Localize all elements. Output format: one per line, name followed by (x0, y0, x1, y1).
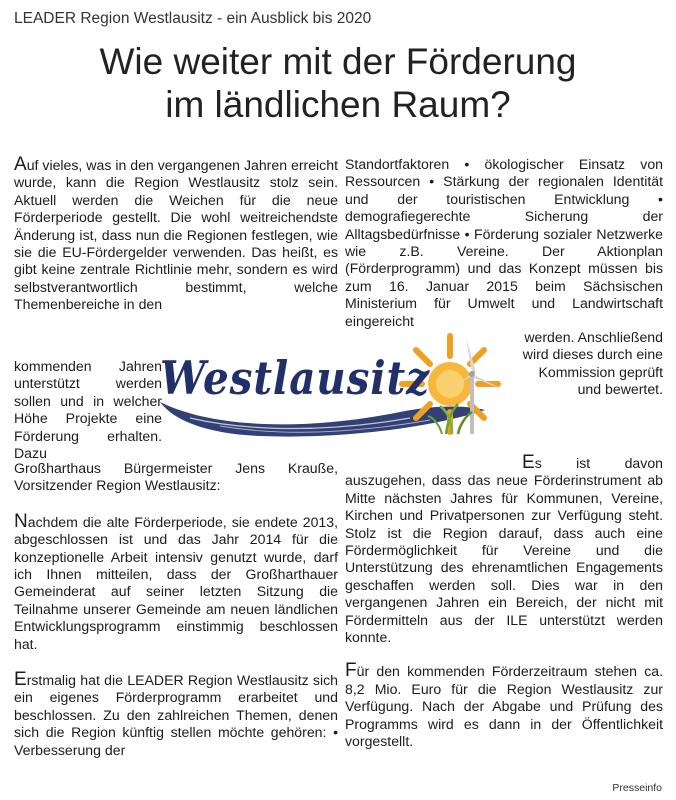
right-column-body (345, 454, 663, 751)
right-column-top (345, 156, 663, 330)
paragraph-3: Erstmalig hat die LEADER Region Westlausitz sich ein eigenes Förderprogramm erarbeitet und beschlossen. Zu den zahlreichen Themen, denen sich die Region künftig stellen möchte gehören: • Verbesserung der (14, 669, 338, 758)
intro-tail-text: Großharthaus Bürgermeister Jens Krauße, Vorsitzender Region Westlausitz: (14, 460, 338, 494)
press-credit: Presseinfo (612, 782, 662, 794)
paragraph-2: Nachdem die alte Förderperiode, sie endete 2013, abgeschlossen ist und das Jahr 2014 für die konzeptionelle Arbeit intensiv genutzt wurde, darf ich Ihnen mitteilen, dass der Großharthauer Gemeinderat auf seiner letzten Sitzung die Teilnahme unserer Gemeinde am neuen ländlichen Entwicklungsprogramm einstimmig beschlossen hat. (14, 510, 338, 652)
left-column-wrap (14, 358, 162, 462)
right-column-wrap (522, 329, 663, 399)
right-paragraph-2: Es ist davon auszugehen, dass das neue Förderinstrument ab Mitte nächsten Jahres für Kommunen, Vereine, Kirchen und Privatpersonen zur Verfügung steht. Stolz ist die Region darauf, dass auch eine Fördermöglichkeit für Vereine und die Unterstützung des ehrenamtlichen Engagements geschaffen werden soll. Dies war in den vergangenen Jahren ein Bereich, der nicht mit Fördermitteln aus der ILE unterstützt werden konnte. (345, 452, 663, 646)
headline-line-1: Wie weiter mit der Förderung (99, 41, 577, 82)
right-paragraph-1: Standortfaktoren • ökologischer Einsatz von Ressourcen • Stärkung der regionalen Identität und der touristischen Entwicklung • demografiegerechte Sicherung der Alltagsbedürfnisse • Förderung sozialer Netzwerke wie z.B. Vereine. Der Aktionplan (Förderprogramm) und das Konzept müssen bis zum 16. Januar 2015 beim Sächsischen Ministerium für Umwelt und Landwirtschaft eingereicht (345, 156, 663, 329)
article-headline (0, 40, 676, 126)
right-paragraph-1-wrap: werden. Anschließend wird dieses durch eine Kommission geprüft und bewertet. (522, 329, 663, 398)
intro-paragraph: Auf vieles, was in den vergangenen Jahren erreicht wurde, kann die Region Westlausitz stolz sein. Aktuell werden die Weichen für die neue Förderperiode gestellt. Die wohl weitreichendste Änderung ist, dass nun die Regionen festlegen, wie sie die EU-Fördergelder verwenden. Das heißt, es gibt keine zentrale Richtlinie mehr, sondern es wird selbstverantwortlich bestimmt, welche Themenbereiche in den (14, 154, 338, 313)
article-kicker: LEADER Region Westlausitz - ein Ausblick bis 2020 (14, 10, 372, 27)
left-column-body (14, 460, 338, 759)
westlausitz-logo (150, 332, 520, 444)
right-paragraph-3: Für den kommenden Förderzeitraum stehen ca. 8,2 Mio. Euro für die Region Westlausitz zur Verfügung. Nach der Abgabe und Prüfung des Programms wird es dann in der Öffentlichkeit vorgestellt. (345, 660, 663, 750)
brush-swoosh (160, 402, 485, 437)
logo-wordmark: Westlausitz (160, 351, 430, 405)
left-column-intro (14, 156, 338, 314)
intro-wrap-text: kommenden Jahren unterstützt werden sollen und in welcher Höhe Projekte eine Förderung erhalten. Dazu (14, 358, 162, 462)
headline-line-2: im ländlichen Raum? (165, 84, 511, 125)
